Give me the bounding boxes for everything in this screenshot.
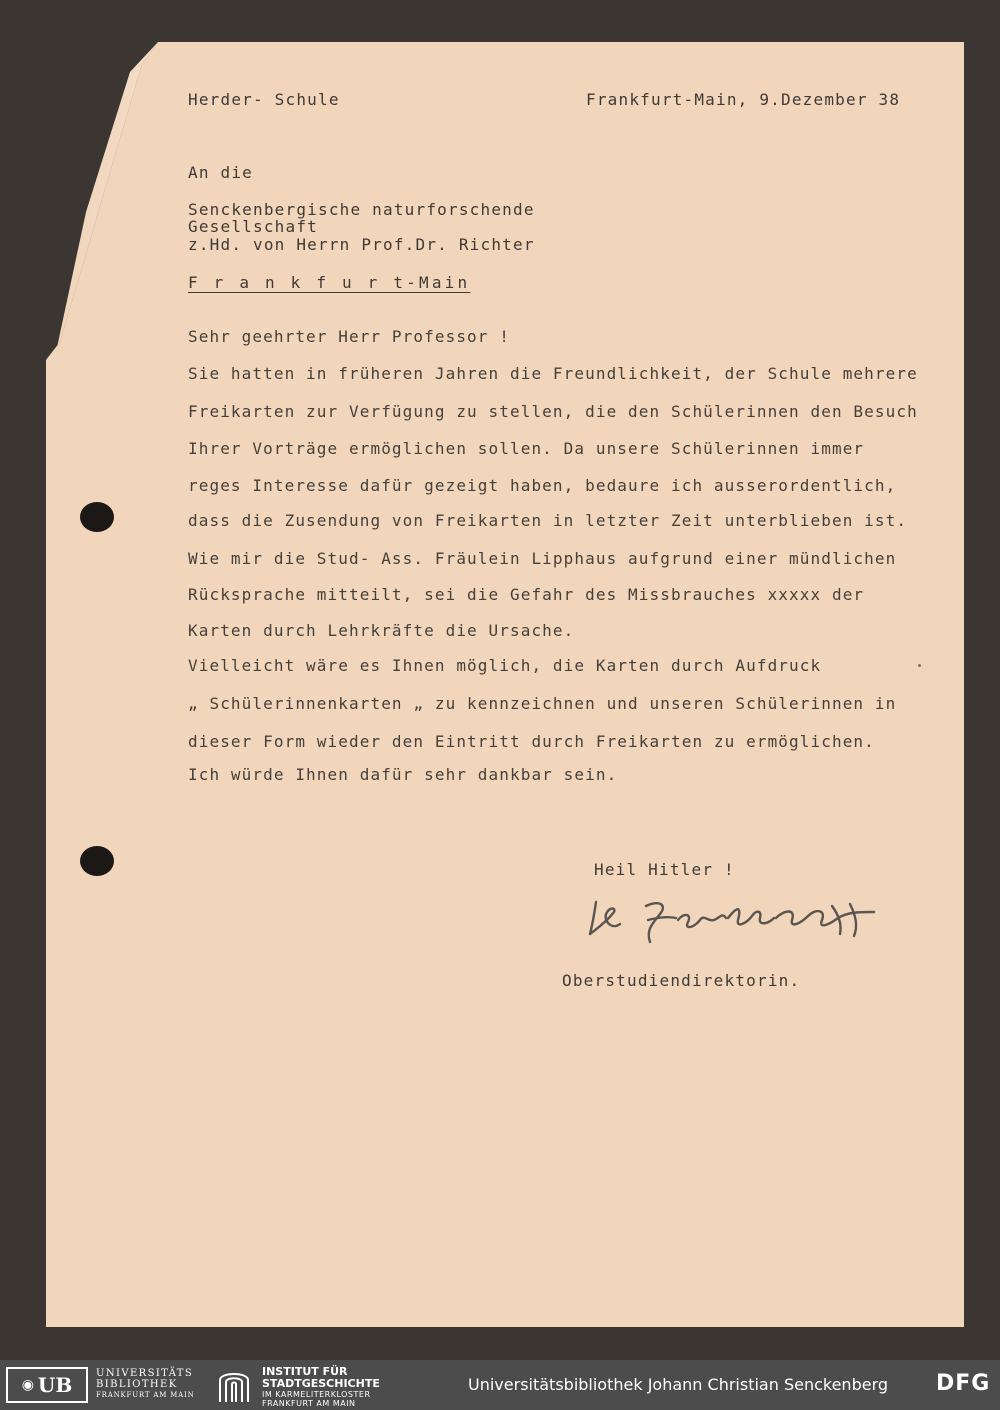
body-line: Freikarten zur Verfügung zu stellen, die den Schülerinnen den Besuch xyxy=(188,402,918,421)
recipient-line: An die xyxy=(188,163,253,182)
isg-wordmark-line: INSTITUT FÜR xyxy=(262,1365,348,1378)
isg-wordmark-line: STADTGESCHICHTE xyxy=(262,1377,380,1390)
isg-wordmark-line: IM KARMELITERKLOSTER xyxy=(262,1390,371,1399)
footer-library-title[interactable]: Universitätsbibliothek Johann Christian Senckenberg xyxy=(468,1375,889,1394)
body-line: „ Schülerinnenkarten „ zu kennzeichnen und unseren Schülerinnen in xyxy=(188,694,897,713)
dfg-logo[interactable]: DFG xyxy=(936,1371,991,1396)
body-line: reges Interesse dafür gezeigt haben, bedaure ich ausserordentlich, xyxy=(188,476,897,495)
footer-bar xyxy=(0,1360,1000,1410)
punch-hole-bottom xyxy=(80,846,114,876)
signatory-title: Oberstudiendirektorin. xyxy=(562,971,801,990)
isg-wordmark-line: FRANKFURT AM MAIN xyxy=(262,1399,356,1408)
recipient-line: z.Hd. von Herrn Prof.Dr. Richter xyxy=(188,235,535,254)
body-line: Sie hatten in früheren Jahren die Freundlichkeit, der Schule mehrere xyxy=(188,364,918,383)
ub-seal-icon: ◉ xyxy=(21,1377,34,1393)
ub-logo[interactable] xyxy=(6,1367,88,1403)
isg-arch-icon[interactable] xyxy=(216,1366,252,1404)
salutation: Sehr geehrter Herr Professor ! xyxy=(188,327,510,346)
closing-greeting: Heil Hitler ! xyxy=(594,860,735,879)
recipient-line: Gesellschaft xyxy=(188,217,318,236)
body-line: dieser Form wieder den Eintritt durch Freikarten zu ermöglichen. xyxy=(188,732,875,751)
isg-wordmark xyxy=(262,1366,380,1408)
ub-wordmark xyxy=(96,1368,195,1401)
body-line: Vielleicht wäre es Ihnen möglich, die Karten durch Aufdruck xyxy=(188,656,822,675)
body-line: Wie mir die Stud- Ass. Fräulein Lipphaus aufgrund einer mündlichen xyxy=(188,549,897,568)
ub-wordmark-line: BIBLIOTHEK xyxy=(96,1379,178,1390)
sender-line: Herder- Schule xyxy=(188,90,340,109)
recipient-city: F r a n k f u r t-Main xyxy=(188,273,471,292)
ub-wordmark-line: UNIVERSITÄTS xyxy=(96,1368,194,1379)
ink-speck xyxy=(918,664,921,667)
body-line: Ihrer Vorträge ermöglichen sollen. Da unsere Schülerinnen immer xyxy=(188,439,865,458)
body-line: Rücksprache mitteilt, sei die Gefahr des Missbrauches xxxxx der xyxy=(188,585,865,604)
body-line: Ich würde Ihnen dafür sehr dankbar sein. xyxy=(188,765,618,784)
body-line: dass die Zusendung von Freikarten in letzter Zeit unterblieben ist. xyxy=(188,511,908,530)
ub-logo-text: UB xyxy=(37,1373,73,1397)
place-date-line: Frankfurt-Main, 9.Dezember 38 xyxy=(586,90,901,109)
ub-wordmark-line: FRANKFURT AM MAIN xyxy=(96,1391,195,1399)
punch-hole-top xyxy=(80,502,114,532)
handwritten-signature xyxy=(586,890,886,950)
body-line: Karten durch Lehrkräfte die Ursache. xyxy=(188,621,575,640)
recipient-line: Senckenbergische naturforschende xyxy=(188,200,535,219)
